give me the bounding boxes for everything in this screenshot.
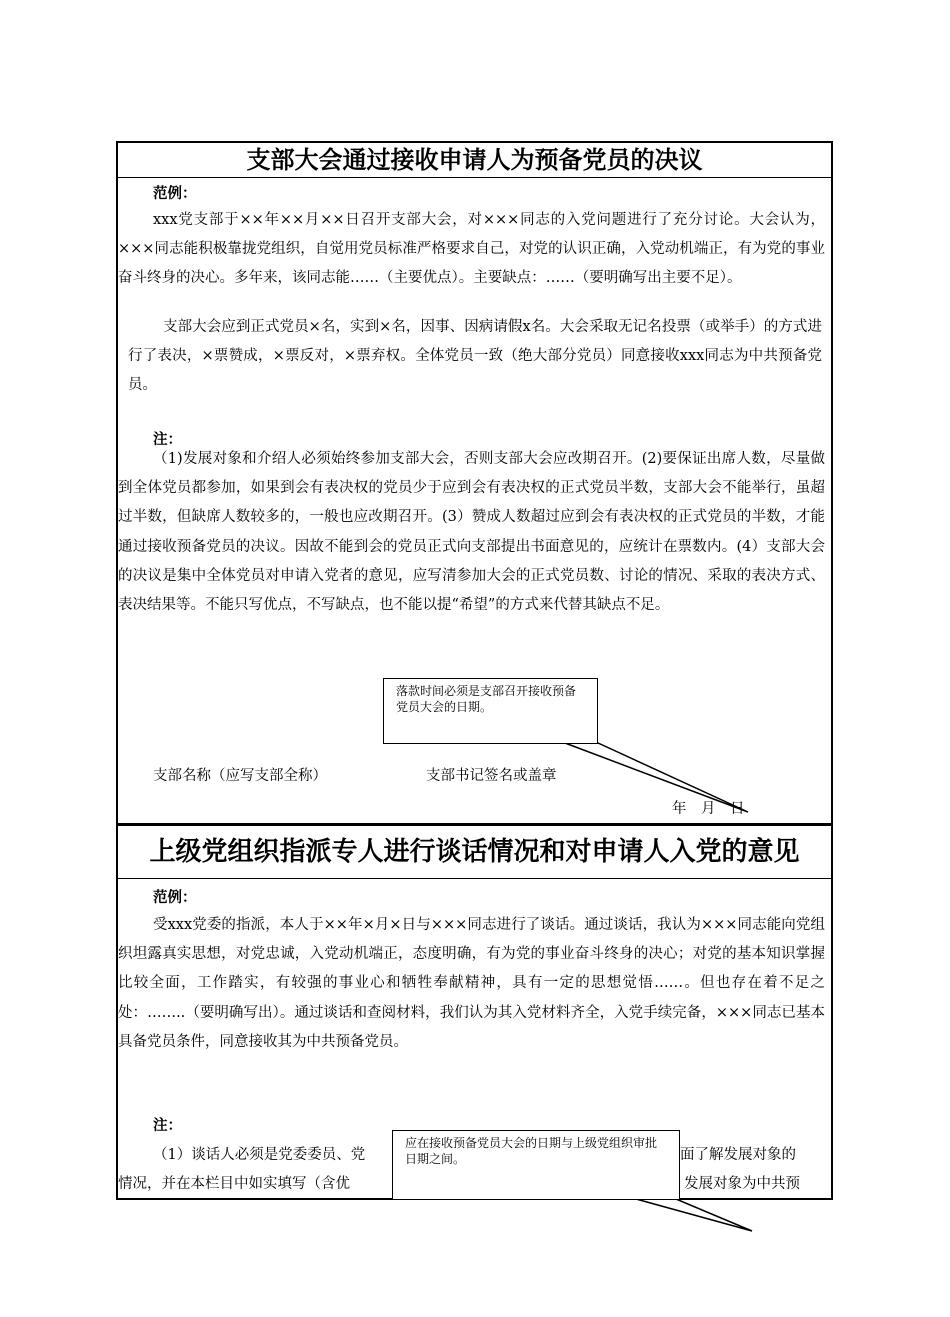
callout-approval-note: 应在接收预备党员大会的日期与上级党组织审批日期之间。 [392,1130,680,1200]
date-line: 年 月 日 [672,801,745,817]
section1-paragraph-2: 支部大会应到正式党员×名，实到×名，因事、因病请假x名。大会采取无记名投票（或举手）的方式进行了表决，×票赞成，×票反对，×票弃权。全体党员一致（绝大部分党员）同意接收xxx同志为中共预备党员。 [128,319,822,394]
section1-note-label: 注： [153,432,182,448]
section1-example-label: 范例： [153,186,197,202]
callout-date-note: 落款时间必须是支部召开接收预备党员大会的日期。 [383,678,598,744]
section2-paragraph-1: 受xxx党委的指派，本人于××年×月×日与×××同志进行了谈话。通过谈话，我认为×××同志能向党组织坦露真实思想，对党忠诚，入党动机端正，态度明确，有为党的事业奋斗终身的决心；对党的基本知识掌握比较全面，工作踏实，有较强的事业心和牺牲奉献精神，具有一定的思想觉悟……。但也存在着不足之处：……..（要明确写出）。通过谈话和查阅材料，我们认为其入党材料齐全，入党手续完备，×××同志已基本具备党员条件，同意接收其为中共预备党员。 [118,917,825,1050]
callout1-pointer [565,743,748,812]
section2-note-line2-end: 发展对象为中共预 [684,1176,800,1192]
section1-paragraph-1: xxx党支部于××年××月××日召开支部大会，对×××同志的入党问题进行了充分讨论。大会认为，×××同志能积极靠拢党组织，自觉用党员标准严格要求自己，对党的认识正确，入党动机端正，有为党的事业奋斗终身的决心。多年来，该同志能……（主要优点）。主要缺点：……（要明确写出主要不足）。 [118,212,825,287]
section2-title: 上级党组织指派专人进行谈话情况和对申请人入党的意见 [118,825,831,879]
branch-name-line: 支部名称（应写支部全称） [153,768,327,784]
section2-note-line1: （1）谈话人必须是党委委员、党 [153,1147,366,1163]
callout2-pointer [636,1199,752,1231]
section2-note-line2: 情况，并在本栏目中如实填写（含优 [118,1176,350,1192]
section2-note-label: 注： [153,1118,182,1134]
section2-note-line1-end: 面了解发展对象的 [680,1147,796,1163]
section1-note-text: （1)发展对象和介绍人必须始终参加支部大会，否则支部大会应改期召开。(2)要保证出席人数，尽量做到全体党员都参加，如果到会有表决权的党员少于应到会有表决权的正式党员半数，支部大会不能举行，虽超过半数，但缺席人数较多的，一般也应改期召开。(3）赞成人数超过应到会有表决权的正式党员的半数，才能通过接收预备党员的决议。因故不能到会的党员正式向支部提出书面意见的，应统计在票数内。(4）支部大会的决议是集中全体党员对申请入党者的意见，应写清参加大会的正式党员数、讨论的情况、采取的表决方式、表决结果等。不能只写优点，不写缺点，也不能以提“希望”的方式来代替其缺点不足。 [118,451,825,614]
section1-title: 支部大会通过接收申请人为预备党员的决议 [118,143,831,178]
section2-example-label: 范例： [153,890,197,906]
secretary-sign-line: 支部书记签名或盖章 [426,768,557,784]
